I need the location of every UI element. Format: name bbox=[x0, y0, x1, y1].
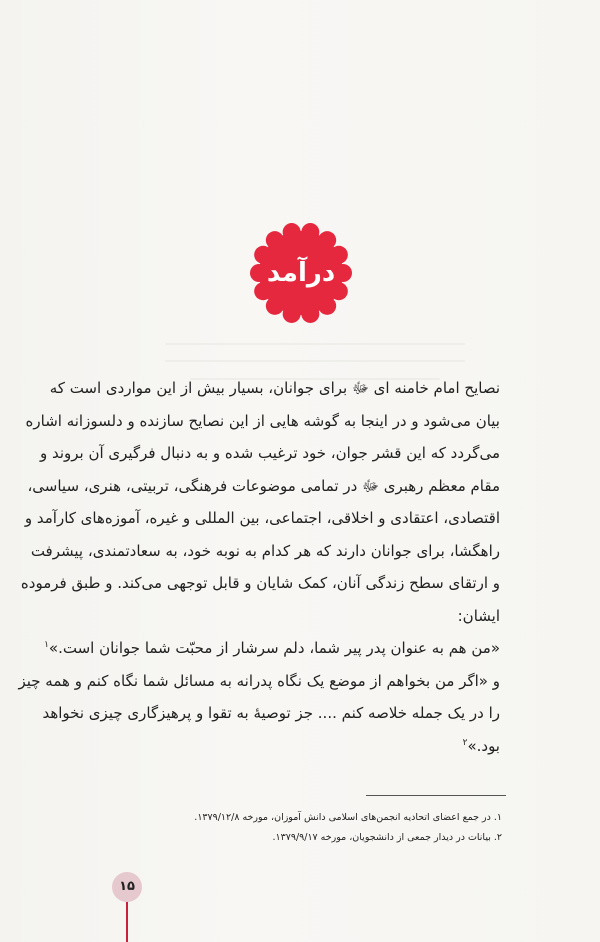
quote-line: و «اگر من بخواهم از موضع یک نگاه پدرانه به مسائل شما نگاه کنم و همه چیز bbox=[18, 671, 500, 690]
text-line: اقتصادی، اعتقادی و اخلاقی، اجتماعی، بین المللی و غیره، آموزه‌های کارآمد و bbox=[24, 509, 500, 527]
text-line: و ارتقای سطح زندگی آنان، کمک شایان و قابل توجهی می‌کند. و طبق فرموده bbox=[20, 574, 500, 592]
quote-text: بود.» bbox=[467, 736, 500, 755]
footnote-divider bbox=[366, 795, 506, 796]
bleed-through-line bbox=[165, 360, 465, 362]
text-line: مقام معظم رهبری ﷻ در تمامی موضوعات فرهنگی، تربیتی، هنری، سیاسی، bbox=[27, 476, 500, 495]
footnotes bbox=[150, 808, 502, 848]
footnote-ref-1[interactable]: ۱ bbox=[44, 640, 49, 650]
text-line: می‌گردد که این قشر جوان، خود ترغیب شده و به دنبال فرگیری آن بروند و bbox=[39, 444, 500, 462]
footnote-1: ۱. در جمع اعضای اتحادیه انجمن‌های اسلامی دانش آموزان، مورخه ۱۳۷۹/۱۲/۸. bbox=[194, 812, 502, 823]
quote-text: «من هم به عنوان پدر پیر شما، دلم سرشار از محبّت شما جوانان است.» bbox=[48, 639, 500, 657]
page-marker-line bbox=[126, 902, 128, 942]
chapter-title: درآمد bbox=[266, 258, 336, 288]
quote-line bbox=[118, 730, 500, 763]
text-line: ایشان: bbox=[457, 606, 500, 625]
text-line: بیان می‌شود و در اینجا به گوشه هایی از این نصایح سازنده و دلسوزانه اشاره bbox=[25, 411, 500, 430]
page-number-badge bbox=[112, 872, 142, 902]
footnote-2: ۲. بیانات در دیدار جمعی از دانشجویان، مورخه ۱۳۷۹/۹/۱۷. bbox=[272, 832, 502, 843]
text-line: راهگشا، برای جوانان دارند که هر کدام به نوبه خود، به سعادتمندی، پیشرفت bbox=[30, 541, 500, 560]
chapter-title-badge bbox=[251, 223, 351, 323]
bleed-through-line bbox=[165, 343, 465, 345]
footnote-ref-2[interactable]: ۲ bbox=[462, 737, 468, 748]
text-line: نصایح امام خامنه ای ﷻ برای جوانان، بسیار بیش از این مواردی است که bbox=[49, 379, 500, 397]
quote-line: را در یک جمله خلاصه کنم .... جز توصیهٔ به تقوا و پرهیزگاری چیزی نخواهد bbox=[42, 704, 500, 722]
body-text bbox=[18, 372, 500, 762]
page-number: ۱۵ bbox=[119, 879, 135, 894]
quote-line bbox=[44, 632, 500, 665]
